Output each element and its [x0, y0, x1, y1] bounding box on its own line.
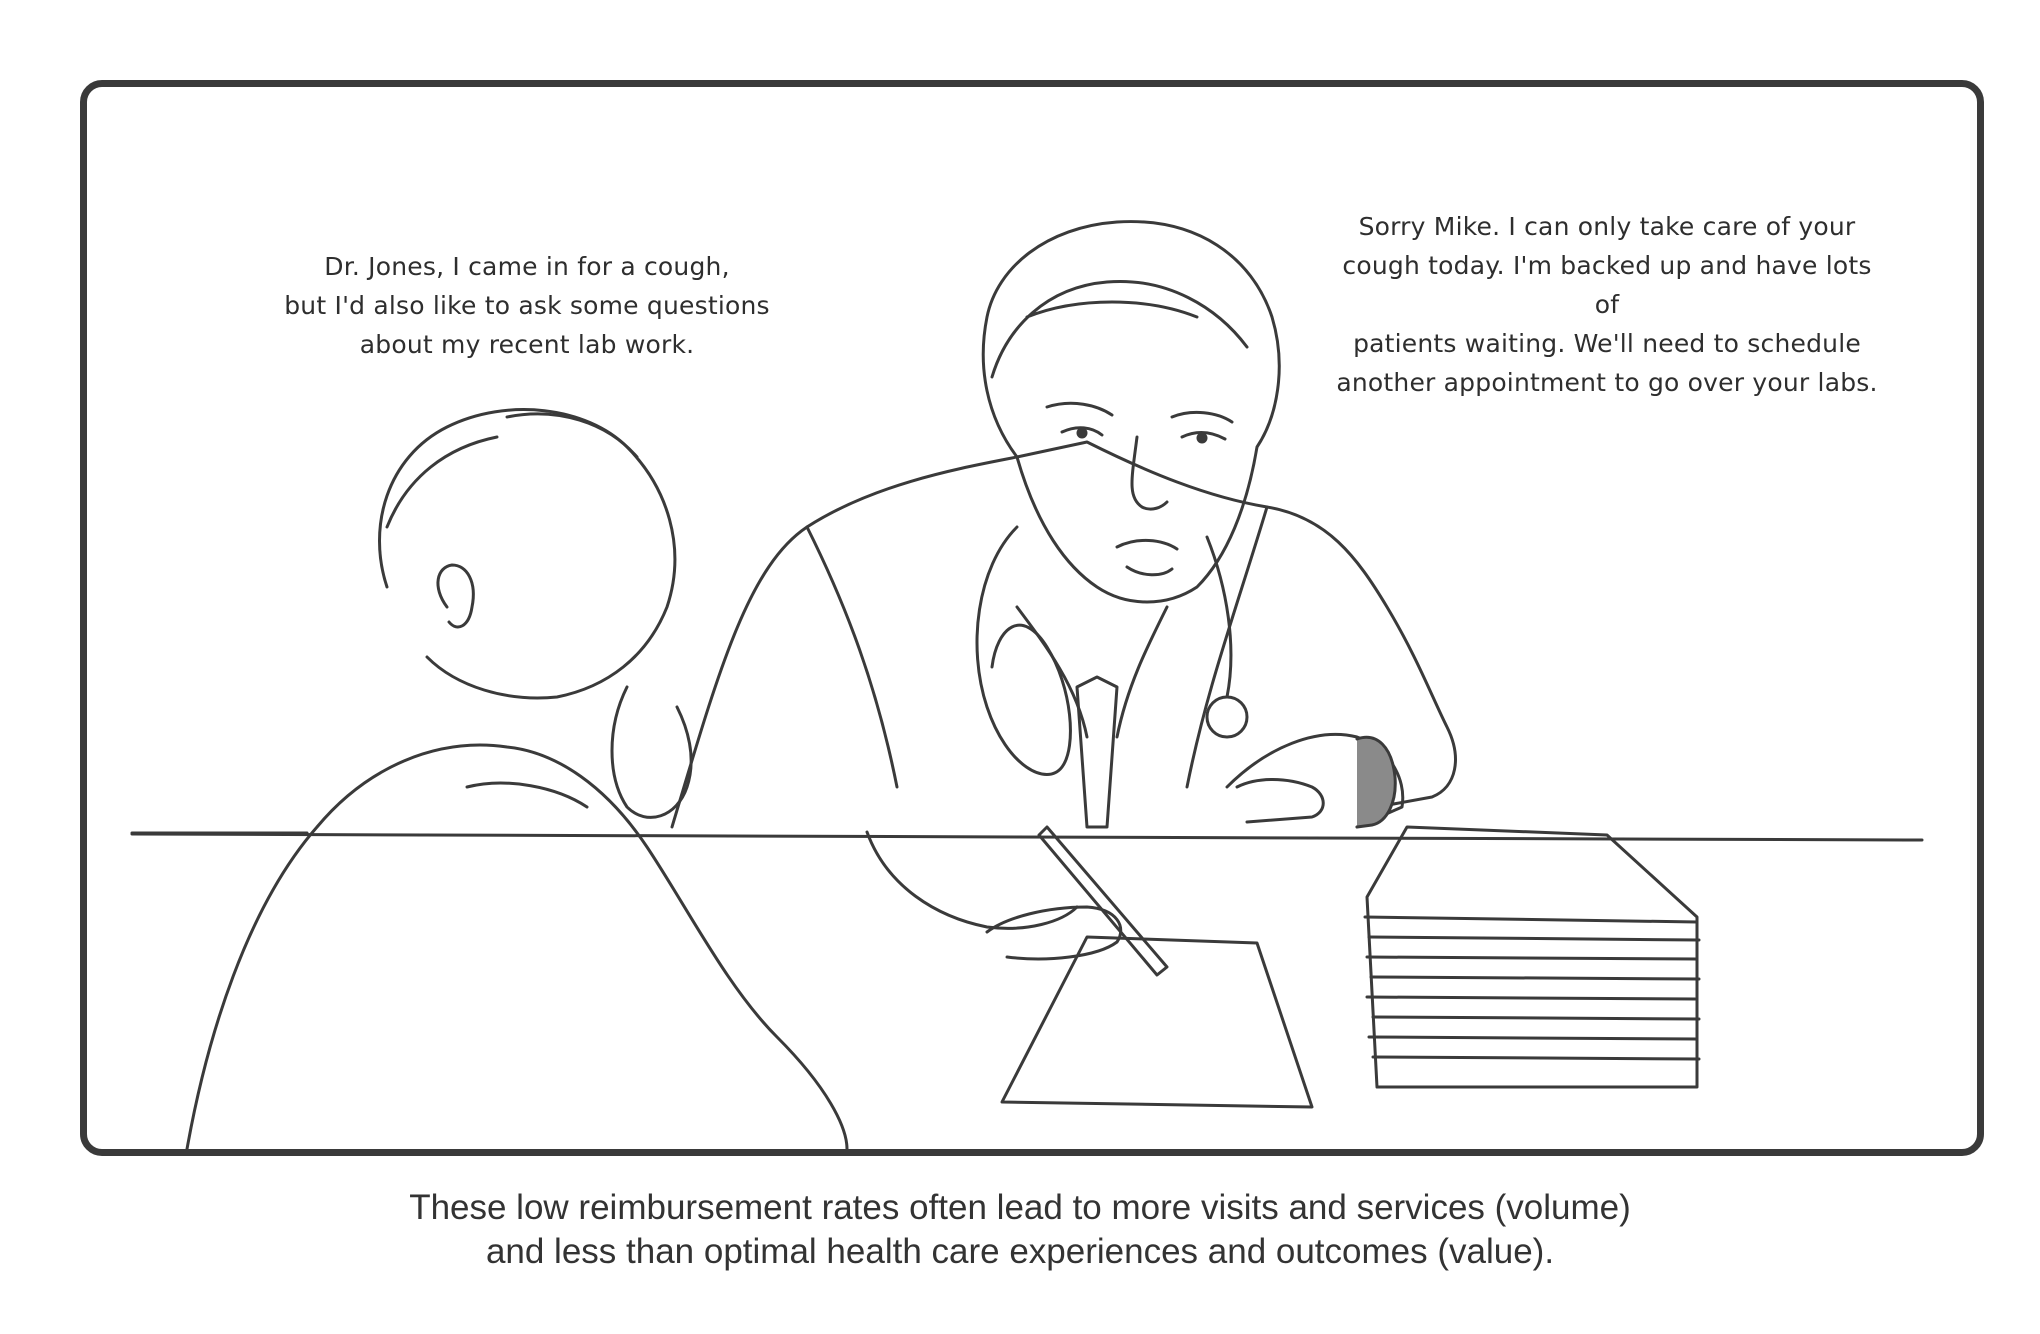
patient-ear	[438, 565, 473, 627]
pen	[1039, 827, 1167, 975]
doctor-coat	[672, 442, 1455, 827]
patient-body	[187, 745, 847, 1149]
doctor-speech-text: Sorry Mike. I can only take care of your cough today. I'm backed up and have lots of patients waiting. We'll need to schedule another appointment to go over your labs.	[1336, 212, 1878, 397]
doctor-mouth	[1117, 540, 1177, 549]
doctor-head	[983, 222, 1279, 602]
patient-speech-text: Dr. Jones, I came in for a cough, but I'd also like to ask some questions about my recent lab work.	[284, 252, 770, 359]
desk-edge-line	[132, 834, 1922, 840]
stethoscope	[977, 527, 1070, 775]
doctor-hair	[992, 281, 1247, 377]
patient-hair	[387, 414, 637, 527]
comic-panel	[80, 80, 1984, 1156]
paper-sheet	[1002, 937, 1312, 1107]
doctor-hand-right	[1237, 780, 1323, 823]
figure-caption: These low reimbursement rates often lead to more visits and services (volume) and less than optimal health care experiences and outcomes (value).	[409, 1188, 1631, 1271]
doctor-arm-left	[867, 832, 1077, 928]
patient-head	[380, 410, 675, 698]
doctor-tie	[1077, 677, 1117, 827]
doctor-hand-left	[987, 907, 1121, 959]
